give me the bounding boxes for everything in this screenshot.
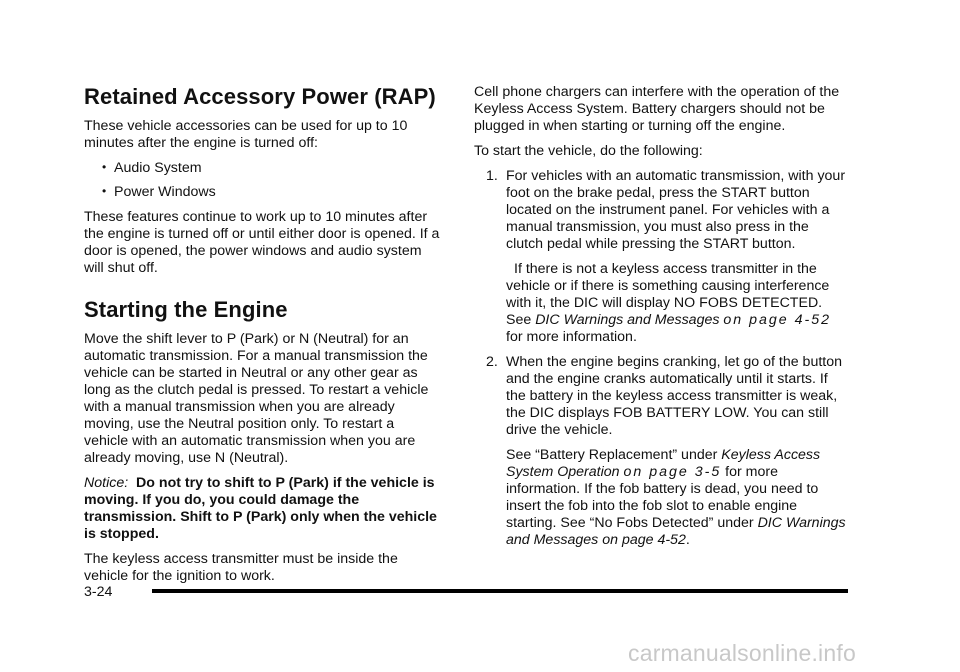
bullet-icon: •	[102, 184, 107, 198]
start-intro: To start the vehicle, do the following:	[474, 143, 703, 159]
cross-reference-link[interactable]: DIC Warnings and Messages on page 4-52	[535, 312, 832, 328]
step-note: If there is not a keyless access transmitter in the vehicle or if there is something causing interference with it, the DIC will display NO FOBS DETECTED. See DIC Warnings and Messages on page 4-52 for more information.	[506, 261, 832, 345]
step-text: For vehicles with an automatic transmission, with your foot on the brake pedal, press the START button located on the instrument panel. For vehicles with a manual transmission, you must also press in the clutch pedal while pressing the START button.	[506, 168, 846, 252]
step-text: When the engine begins cranking, let go of the button and the engine cranks automatically until it starts. If the battery in the keyless access transmitter is weak, the DIC displays FOB BATTERY LOW. You can still drive the vehicle.	[506, 354, 843, 438]
footer-rule	[152, 589, 848, 593]
list-item	[474, 354, 846, 549]
rap-features: These features continue to work up to 10 minutes after the engine is turned off or until either door is opened. If a door is opened, the power windows and audio system will shut off.	[84, 209, 440, 276]
left-column	[84, 84, 442, 593]
right-column	[474, 84, 846, 557]
notice-text: Do not try to shift to P (Park) if the vehicle is moving. If you do, you could damage the transmission. Shift to P (Park) only when the vehicle is stopped.	[84, 475, 437, 542]
list-item	[474, 168, 846, 346]
rap-bullet-list	[84, 160, 442, 201]
step-number: 1.	[486, 168, 498, 184]
watermark: carmanualsonline.info	[628, 640, 856, 666]
rap-intro: These vehicle accessories can be used for up to 10 minutes after the engine is turned off:	[84, 118, 408, 151]
list-item: • Audio System	[102, 160, 202, 176]
page-number: 3-24	[84, 584, 113, 600]
notice-paragraph	[84, 475, 442, 543]
chargers-paragraph: Cell phone chargers can interfere with the operation of the Keyless Access System. Battery chargers should not be plugged in when starting or turning off the engine.	[474, 84, 840, 134]
starting-engine-paragraph: Move the shift lever to P (Park) or N (Neutral) for an automatic transmission. For a manual transmission the vehicle can be started in Neutral or any other gear as long as the clutch pedal is pressed. To restart a vehicle with a manual transmission when you are already moving, use the Neutral position only. To restart a vehicle with an automatic transmission when you are already moving, use N (Neutral).	[84, 331, 429, 466]
list-item: • Power Windows	[102, 184, 216, 200]
step-number: 2.	[486, 354, 498, 370]
bullet-icon: •	[102, 160, 107, 174]
starting-engine-heading: Starting the Engine	[84, 297, 288, 322]
rap-heading: Retained Accessory Power (RAP)	[84, 84, 436, 109]
cross-reference-link[interactable]: DIC Warnings and Messages on page 4-52	[506, 515, 846, 548]
transmitter-paragraph: The keyless access transmitter must be inside the vehicle for the ignition to work.	[84, 551, 398, 584]
notice-label: Notice:	[84, 475, 129, 491]
cross-reference-link[interactable]: Keyless Access System Operation on page 3-5	[506, 447, 821, 480]
start-steps	[474, 168, 846, 549]
step-note: See “Battery Replacement” under Keyless Access System Operation on page 3-5 for more information. If the fob battery is dead, you need to insert the fob into the fob slot to enable engine starting. See “No Fobs Detected” under DIC Warnings and Messages on page 4-52.	[506, 447, 846, 548]
